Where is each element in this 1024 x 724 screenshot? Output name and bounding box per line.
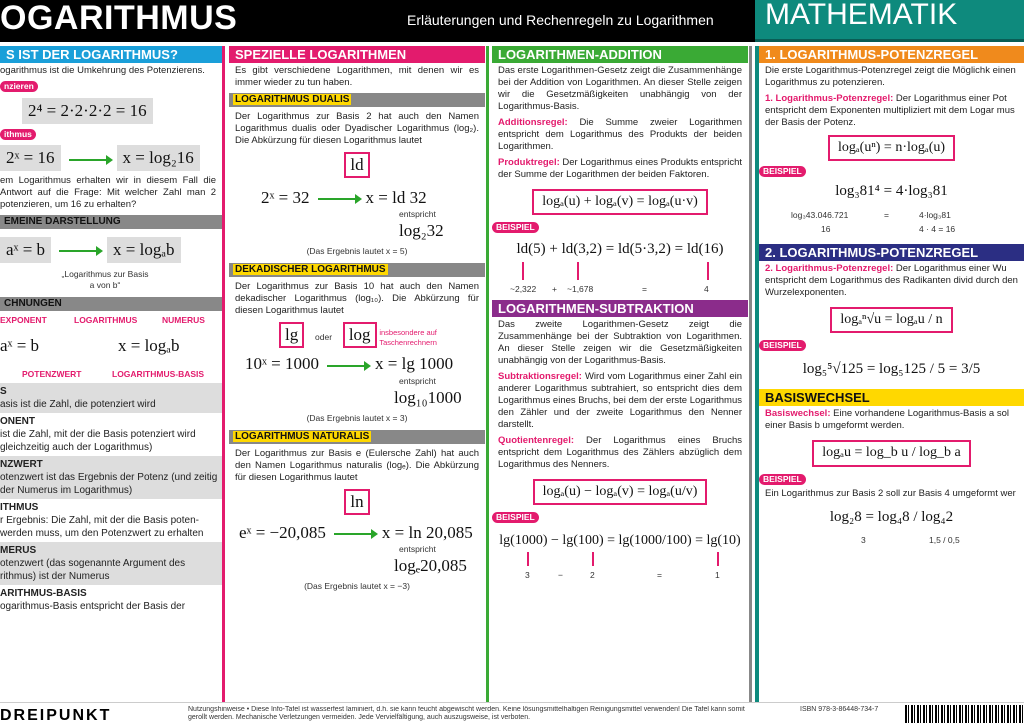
product-rule: Produktregel: Der Logarithmus eines Produkts entspricht der Summe der Logarithmen der beiden Faktoren. <box>498 157 742 180</box>
power1-intro: Die erste Logarithmus-Potenzregel zeigt die Möglichk einen Logarithmus zu potenzieren. <box>765 65 1016 88</box>
formula-general-exp: aˣ = b <box>0 237 51 263</box>
label-logarithmus: LOGARITHMUS <box>74 315 138 326</box>
section-title-addition: LOGARITHMEN-ADDITION <box>492 46 748 63</box>
note-entspricht: entspricht <box>399 209 436 220</box>
formula-dek-exp: 10ˣ = 1000 <box>245 354 320 374</box>
example-value: 4·log₃81 <box>919 209 951 220</box>
definition-log-basis: ARITHMUS-BASIS ogarithmus-Basis entspricht der Basis der <box>0 588 186 613</box>
note-calculator: insbesondere auf Taschenrechnern <box>379 327 437 347</box>
subheading-dualis: LOGARITHMUS DUALIS <box>229 93 485 107</box>
section-title-special: SPEZIELLE LOGARITHMEN <box>229 46 485 63</box>
column-definition <box>0 46 222 702</box>
column-divider <box>486 46 489 702</box>
footer <box>0 702 1024 724</box>
example-value: 16 <box>821 223 831 234</box>
tag-potenzieren: nzieren <box>0 81 38 92</box>
column-divider <box>222 46 225 702</box>
column-add-sub <box>492 46 748 702</box>
example-basiswechsel: log₂8 = log₄8 / log₄2 <box>829 508 954 525</box>
example-value: ~2,322 <box>510 283 537 294</box>
definition-logarithmus: ITHMUS r Ergebnis: Die Zahl, mit der die Basis poten-werden muss, um den Potenzwert zu erhalten <box>0 502 204 540</box>
formula-power1: logₐ(uⁿ) = n·logₐ(u) <box>828 135 955 161</box>
definition-exponent: ONENT ist die Zahl, mit der die Basis potenziert wird gleichzeitig auch der Logarithmus) <box>0 416 196 454</box>
intro-text: ogarithmus ist die Umkehrung des Potenzierens. <box>0 65 205 76</box>
addition-intro: Das erste Logarithmen-Gesetz zeigt die Zusammenhänge bei der Addition von Logarithmen. An dieser Stelle zeigen wir die Gesetzmäßigkeiten unabhängig von der Logarithmus-Basis. <box>498 65 742 112</box>
section-title-definition: S IST DER LOGARITHMUS? <box>0 46 222 63</box>
formula-dualis-log: log₂32 <box>399 221 444 241</box>
definition-numerus: MERUS otenzwert (das sogenannte Argument des rithmus) ist der Numerus <box>0 542 222 585</box>
formula-nat-exp: eˣ = −20,085 <box>239 522 326 542</box>
arrow-icon <box>334 533 374 535</box>
example-value: log₃43.046.721 <box>791 209 849 220</box>
formula-dek-log: log₁₀1000 <box>394 387 462 407</box>
subtraction-intro: Das zweite Logarithmen-Gesetz zeigt die Zusammenhänge bei der Subtraktion von Logarithmen. An dieser Stelle zeigen wir die Gesetzmäßigkeiten unabhängig von der Logarithmus-Basis. <box>498 318 742 366</box>
example-value: 3 <box>525 570 530 581</box>
arrow-icon <box>59 250 99 252</box>
symbol-ln: ln <box>344 489 369 515</box>
example-power2: log₅⁵√125 = log₅125 / 5 = 3/5 <box>802 360 981 377</box>
barcode-icon <box>905 705 1024 723</box>
dekadisch-text: Der Logarithmus zur Basis 10 hat auch den Namen dekadischer Logarithmus (log₁₀). Die Abkürzung für diesen Logarithmus lautet <box>235 281 479 317</box>
arrow-icon <box>318 198 358 200</box>
label-potenzwert: POTENZWERT <box>22 369 82 380</box>
section-title-power1: 1. LOGARITHMUS-POTENZREGEL <box>759 46 1024 63</box>
basiswechsel-rule: Basiswechsel: Eine vorhandene Logarithmus-Basis a sol einer Basis b umgeformt werden. <box>765 408 1009 432</box>
formula-dualis-ld: x = ld 32 <box>365 188 427 208</box>
tag-beispiel: BEISPIEL <box>759 166 806 177</box>
power2-rule: 2. Logarithmus-Potenzregel: Der Logarithmus einer Wu entspricht dem Logarithmus des Radikanten divid durch den Wurzelexponenten. <box>765 262 1018 298</box>
arrow-icon <box>69 159 109 161</box>
tag-logarithmus: ithmus <box>0 129 36 140</box>
note-entspricht: entspricht <box>399 375 436 386</box>
section-title-subtraction: LOGARITHMEN-SUBTRAKTION <box>492 300 748 317</box>
column-divider <box>749 46 752 702</box>
example-operator: = <box>657 570 662 581</box>
formula-power: 2⁴ = 2·2·2·2 = 16 <box>22 98 153 124</box>
tag-beispiel: BEISPIEL <box>492 512 539 523</box>
formula-nat-log: logₑ20,085 <box>394 555 467 575</box>
addition-rule: Additionsregel: Die Summe zweier Logarithmen entspricht dem Logarithmus des Produkts der beiden Logarithmen. <box>498 117 742 152</box>
tag-beispiel: BEISPIEL <box>759 340 806 351</box>
tag-beispiel: BEISPIEL <box>759 474 806 485</box>
formula-power2: logₐⁿ√u = logₐu / n <box>830 307 952 333</box>
explanation-text: em Logarithmus erhalten wir in diesem Fall die Antwort auf die Frage: Mit welcher Zahl man 2 potenzieren, um 16 zu erhalten? <box>0 175 216 211</box>
section-title-power2: 2. LOGARITHMUS-POTENZREGEL <box>759 244 1024 261</box>
usage-note: Nutzungshinweise • Diese Info-Tafel ist wasserfest laminiert, d.h. sie kann feucht abgewischt werden. Keine lösungsmittelhaltigen Reinigungsmittel verwenden! Die Tafel kann somit gerollt werden. Mechanische Verletzungen vermeiden. Jede Vervielfältigung, auch auszugsweise, ist verboten. <box>188 706 745 721</box>
example-operator: = <box>884 209 889 220</box>
power1-rule: 1. Logarithmus-Potenzregel: Der Logarithmus einer Pot entspricht dem Exponenten multipliziert mit dem Logar mus der Basis der Potenz. <box>765 93 1015 128</box>
page-title: OGARITHMUS <box>0 0 238 37</box>
publisher-logo: DREIPUNKT <box>0 707 112 724</box>
naturalis-text: Der Logarithmus zur Basis e (Eulersche Zahl) hat auch den Namen Logarithmus naturalis (logₑ). Die Abkürzung für diesen Logarithmus lautet <box>235 447 479 483</box>
column-special-logs <box>229 46 485 702</box>
example-value: 3 <box>861 535 866 546</box>
formula-exp: 2ˣ = 16 <box>0 145 61 171</box>
definition-basis: S asis ist die Zahl, die potenziert wird <box>0 383 222 413</box>
formula-nat-ln: x = ln 20,085 <box>381 522 473 542</box>
example-value: 2 <box>590 570 595 581</box>
formula-dek-lg: x = lg 1000 <box>375 354 454 374</box>
label-oder: oder <box>315 332 333 343</box>
example-value: 4 · 4 = 16 <box>919 223 956 234</box>
definition-potenzwert: NZWERT otenzwert ist das Ergebnis der Potenz (und zeitig der Numerus im Logarithmus) <box>0 456 222 499</box>
subheading-names: CHNUNGEN <box>0 297 222 311</box>
example-power1: log₃81⁴ = 4·log₃81 <box>835 183 948 200</box>
symbol-lg: lg <box>279 322 304 348</box>
label-numerus: NUMERUS <box>162 315 205 326</box>
result-dek: (Das Ergebnis lautet x = 3) <box>306 412 408 423</box>
example-subtraction: lg(1000) − lg(100) = lg(1000/100) = lg(10) <box>499 532 741 548</box>
formula-names-log: x = logₐb <box>118 336 180 356</box>
section-title-basiswechsel: BASISWECHSEL <box>759 389 1024 406</box>
result-nat: (Das Ergebnis lautet x = −3) <box>304 581 410 592</box>
isbn-label: ISBN 978-3-86448-734-7 <box>800 706 879 713</box>
example-value: 1,5 / 0,5 <box>929 535 960 546</box>
symbol-ld: ld <box>344 152 369 178</box>
formula-general-log: x = logₐb <box>107 237 180 263</box>
arrow-icon <box>327 365 367 367</box>
subheading-general: EMEINE DARSTELLUNG <box>0 215 222 229</box>
label-basis: LOGARITHMUS-BASIS <box>112 369 205 380</box>
subtraction-rule: Subtraktionsregel: Wird vom Logarithmus einer Zahl ein anderer Logarithmus subtrahiert, so entspricht dies dem Logarithmus eines Bruchs, bei dem der erste Logarithmus den Zähler und der zweite Logarithmus den Nenner darstellt. <box>498 370 742 430</box>
example-value: 1 <box>715 570 720 581</box>
quotient-rule: Quotientenregel: Der Logarithmus eines Bruchs entspricht dem Logarithmus des Zählers abzüglich dem Logarithmus des Nenners. <box>498 434 742 470</box>
intro-text: Es gibt verschiedene Logarithmen, mit denen wir es immer wieder zu tun haben. <box>235 65 479 88</box>
tag-beispiel: BEISPIEL <box>492 222 539 233</box>
page-subtitle: Erläuterungen und Rechenregeln zu Logarithmen <box>407 12 714 28</box>
basiswechsel-example-text: Ein Logarithmus zur Basis 2 soll zur Basis 4 umgeformt wer <box>765 487 1016 499</box>
example-operator: = <box>642 283 647 294</box>
formula-dualis-exp: 2ˣ = 32 <box>261 188 310 208</box>
formula-log: x = log₂16 <box>117 145 200 171</box>
formula-addition: logₐ(u) + logₐ(v) = logₐ(u·v) <box>532 189 708 215</box>
example-value: 4 <box>704 283 709 294</box>
dualis-text: Der Logarithmus zur Basis 2 hat auch den Namen Logarithmus dualis oder Dyadischer Logarithmus (log₂). Die Abkürzung für diesen Logarithmus lautet <box>235 111 479 146</box>
example-addition: ld(5) + ld(3,2) = ld(5·3,2) = ld(16) <box>516 241 724 258</box>
label-exponent: EXPONENT <box>0 315 47 326</box>
example-operator: + <box>552 283 557 294</box>
example-operator: − <box>558 570 563 581</box>
symbol-log: log <box>343 322 377 348</box>
note-entspricht: entspricht <box>399 543 436 554</box>
column-power-rules <box>755 46 1024 702</box>
subheading-naturalis: LOGARITHMUS NATURALIS <box>229 430 485 444</box>
header-bar <box>0 0 1024 42</box>
formula-names-exp: aˣ = b <box>0 336 40 356</box>
formula-basiswechsel: logₐu = log_b u / log_b a <box>812 440 971 466</box>
example-value: ~1,678 <box>567 283 594 294</box>
result-dualis: (Das Ergebnis lautet x = 5) <box>306 246 408 257</box>
subject-label: MATHEMATIK <box>755 0 1024 42</box>
subheading-dekadisch: DEKADISCHER LOGARITHMUS <box>229 263 485 277</box>
formula-subtraction: logₐ(u) − logₐ(v) = logₐ(u/v) <box>533 479 708 505</box>
caption-log-base: „Logarithmus zur Basis a von b“ <box>61 269 149 291</box>
